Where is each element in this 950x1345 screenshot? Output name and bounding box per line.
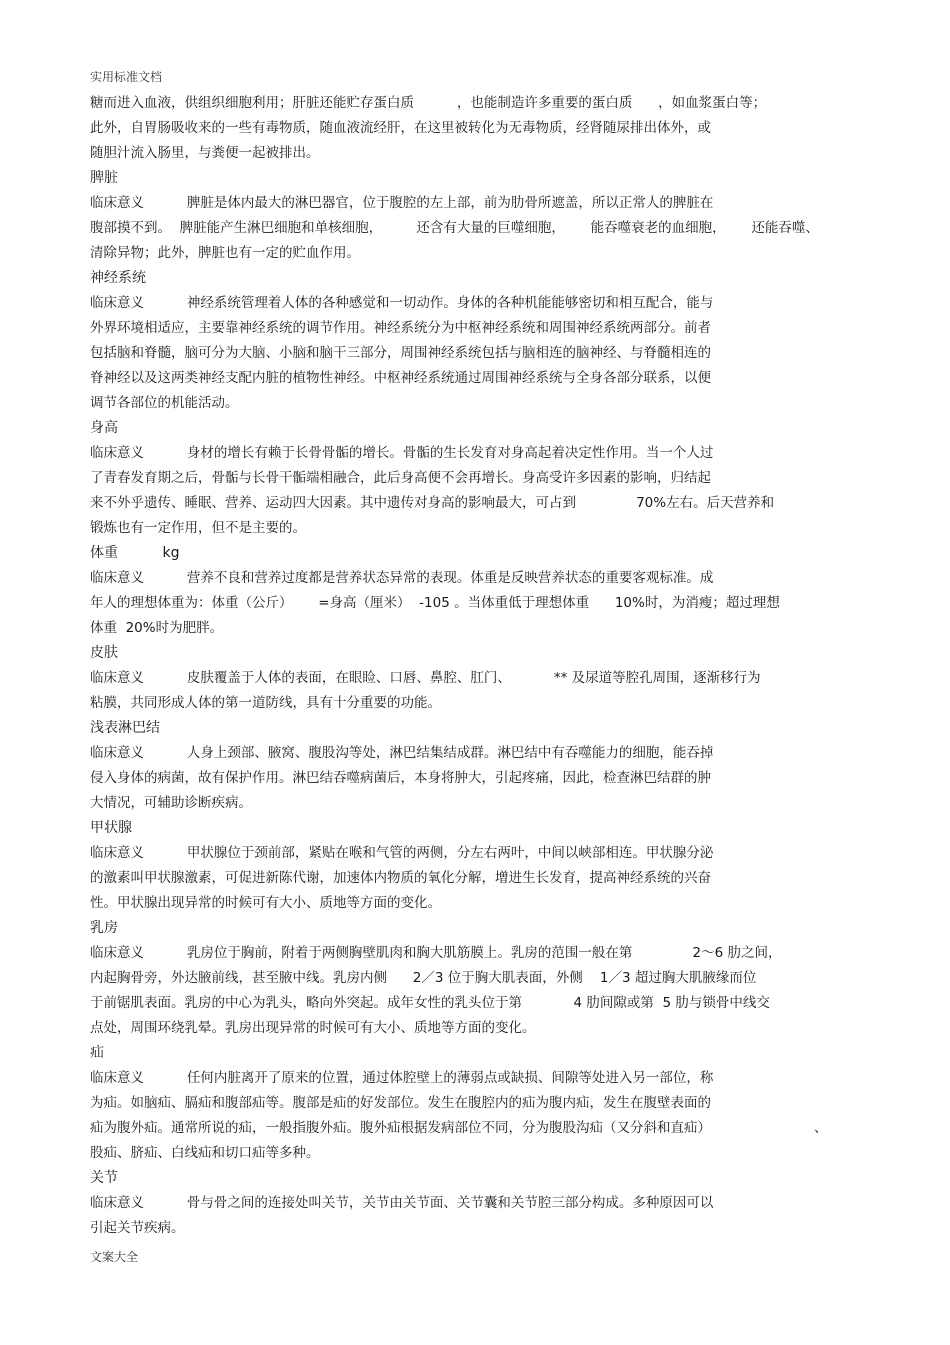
intro-line: 此外，自胃肠吸收来的一些有毒物质，随血液流经肝，在这里被转化为无毒物质，经肾随尿排出体外，或	[90, 120, 711, 136]
section-title: 脾脏	[90, 170, 118, 186]
body-line: 来不外乎遗传、睡眠、营养、运动四大因素。其中遗传对身高的影响最大，可占到 70%左右。后天营养和	[90, 495, 775, 511]
body-line: 清除异物；此外，脾脏也有一定的贮血作用。	[90, 245, 360, 261]
document-body	[90, 91, 870, 1241]
body-line: 大情况，可辅助诊断疾病。	[90, 795, 252, 811]
body-line: 体重 20%时为肥胖。	[90, 620, 224, 636]
body-line: 临床意义 神经系统管理着人体的各种感觉和一切动作。身体的各种机能能够密切和相互配合，能与	[90, 295, 714, 311]
page-header: 实用标准文档	[90, 70, 163, 84]
section-spleen	[90, 166, 870, 266]
body-line: 的激素叫甲状腺激素，可促进新陈代谢，加速体内物质的氧化分解，增进生长发育，提高神经系统的兴奋	[90, 870, 711, 886]
section-title: 甲状腺	[90, 820, 132, 836]
body-line: 疝为腹外疝。通常所说的疝，一般指腹外疝。腹外疝根据发病部位不同，分为腹股沟疝（又分斜和直疝） 、	[90, 1120, 828, 1136]
body-line: 年人的理想体重为：体重（公斤） =身高（厘米） -105 。当体重低于理想体重 10%时，为消瘦；超过理想	[90, 595, 780, 611]
body-line: 性。甲状腺出现异常的时候可有大小、质地等方面的变化。	[90, 895, 441, 911]
section-height	[90, 416, 870, 541]
body-line: 临床意义 骨与骨之间的连接处叫关节，关节由关节面、关节囊和关节腔三部分构成。多种原因可以	[90, 1195, 714, 1211]
section-title: 疝	[90, 1045, 104, 1061]
body-line: 包括脑和脊髓，脑可分为大脑、小脑和脑干三部分，周围神经系统包括与脑相连的脑神经、与脊髓相连的	[90, 345, 711, 361]
body-line: 内起胸骨旁，外达腋前线，甚至腋中线。乳房内侧 2／3 位于胸大肌表面，外侧 1／3 超过胸大肌腋缘而位	[90, 970, 757, 986]
body-line: 临床意义 皮肤覆盖于人体的表面，在眼睑、口唇、鼻腔、肛门、 ** 及尿道等腔孔周围，逐渐移行为	[90, 670, 761, 686]
intro-line: 随胆汁流入肠里，与粪便一起被排出。	[90, 145, 320, 161]
section-title: 浅表淋巴结	[90, 720, 160, 736]
body-line: 于前锯肌表面。乳房的中心为乳头，略向外突起。成年女性的乳头位于第 4 肋间隙或第 5 肋与锁骨中线交	[90, 995, 770, 1011]
body-line: 了青春发育期之后，骨骺与长骨干骺端相融合，此后身高便不会再增长。身高受许多因素的影响，归结起	[90, 470, 711, 486]
body-line: 侵入身体的病菌，故有保护作用。淋巴结吞噬病菌后，本身将肿大，引起疼痛，因此，检查淋巴结群的肿	[90, 770, 711, 786]
intro-paragraph	[90, 91, 870, 166]
body-line: 引起关节疾病。	[90, 1220, 185, 1236]
section-title: 皮肤	[90, 645, 118, 661]
body-line: 临床意义 脾脏是体内最大的淋巴器官，位于腹腔的左上部，前为肋骨所遮盖，所以正常人的脾脏在	[90, 195, 714, 211]
body-line: 临床意义 身材的增长有赖于长骨骨骺的增长。骨骺的生长发育对身高起着决定性作用。当一个人过	[90, 445, 714, 461]
section-title: 体重 kg	[90, 545, 180, 561]
body-line: 临床意义 人身上颈部、腋窝、腹股沟等处，淋巴结集结成群。淋巴结中有吞噬能力的细胞，能吞掉	[90, 745, 714, 761]
section-lymph-nodes	[90, 716, 870, 816]
section-thyroid	[90, 816, 870, 916]
intro-line: 糖而进入血液，供组织细胞利用；肝脏还能贮存蛋白质 ，也能制造许多重要的蛋白质 ，如血浆蛋白等；	[90, 95, 767, 111]
section-title: 关节	[90, 1170, 118, 1186]
body-line: 锻炼也有一定作用，但不是主要的。	[90, 520, 306, 536]
body-line: 临床意义 甲状腺位于颈前部，紧贴在喉和气管的两侧，分左右两叶，中间以峡部相连。甲状腺分泌	[90, 845, 714, 861]
section-title: 乳房	[90, 920, 118, 936]
section-title: 身高	[90, 420, 118, 436]
section-nervous-system	[90, 266, 870, 416]
page-footer: 文案大全	[90, 1250, 139, 1264]
body-line: 临床意义 任何内脏离开了原来的位置，通过体腔壁上的薄弱点或缺损、间隙等处进入另一部位，称	[90, 1070, 714, 1086]
body-line: 外界环境相适应，主要靠神经系统的调节作用。神经系统分为中枢神经系统和周围神经系统两部分。前者	[90, 320, 711, 336]
body-line: 调节各部位的机能活动。	[90, 395, 239, 411]
body-line: 粘膜，共同形成人体的第一道防线，具有十分重要的功能。	[90, 695, 441, 711]
body-line: 腹部摸不到。 脾脏能产生淋巴细胞和单核细胞， 还含有大量的巨噬细胞， 能吞噬衰老的血细胞， 还能吞噬、	[90, 220, 819, 236]
section-hernia	[90, 1041, 870, 1166]
body-line: 点处，周围环绕乳晕。乳房出现异常的时候可有大小、质地等方面的变化。	[90, 1020, 536, 1036]
section-weight	[90, 541, 870, 641]
section-skin	[90, 641, 870, 716]
body-line: 临床意义 乳房位于胸前，附着于两侧胸壁肌肉和胸大肌筋膜上。乳房的范围一般在第 2～6 肋之间，	[90, 945, 782, 961]
body-line: 脊神经以及这两类神经支配内脏的植物性神经。中枢神经系统通过周围神经系统与全身各部分联系，以便	[90, 370, 711, 386]
section-breast	[90, 916, 870, 1041]
body-line: 临床意义 营养不良和营养过度都是营养状态异常的表现。体重是反映营养状态的重要客观标准。成	[90, 570, 714, 586]
body-line: 为疝。如脑疝、膈疝和腹部疝等。腹部是疝的好发部位。发生在腹腔内的疝为腹内疝，发生在腹壁表面的	[90, 1095, 711, 1111]
body-line: 股疝、脐疝、白线疝和切口疝等多种。	[90, 1145, 320, 1161]
section-title: 神经系统	[90, 270, 146, 286]
section-joint	[90, 1166, 870, 1241]
